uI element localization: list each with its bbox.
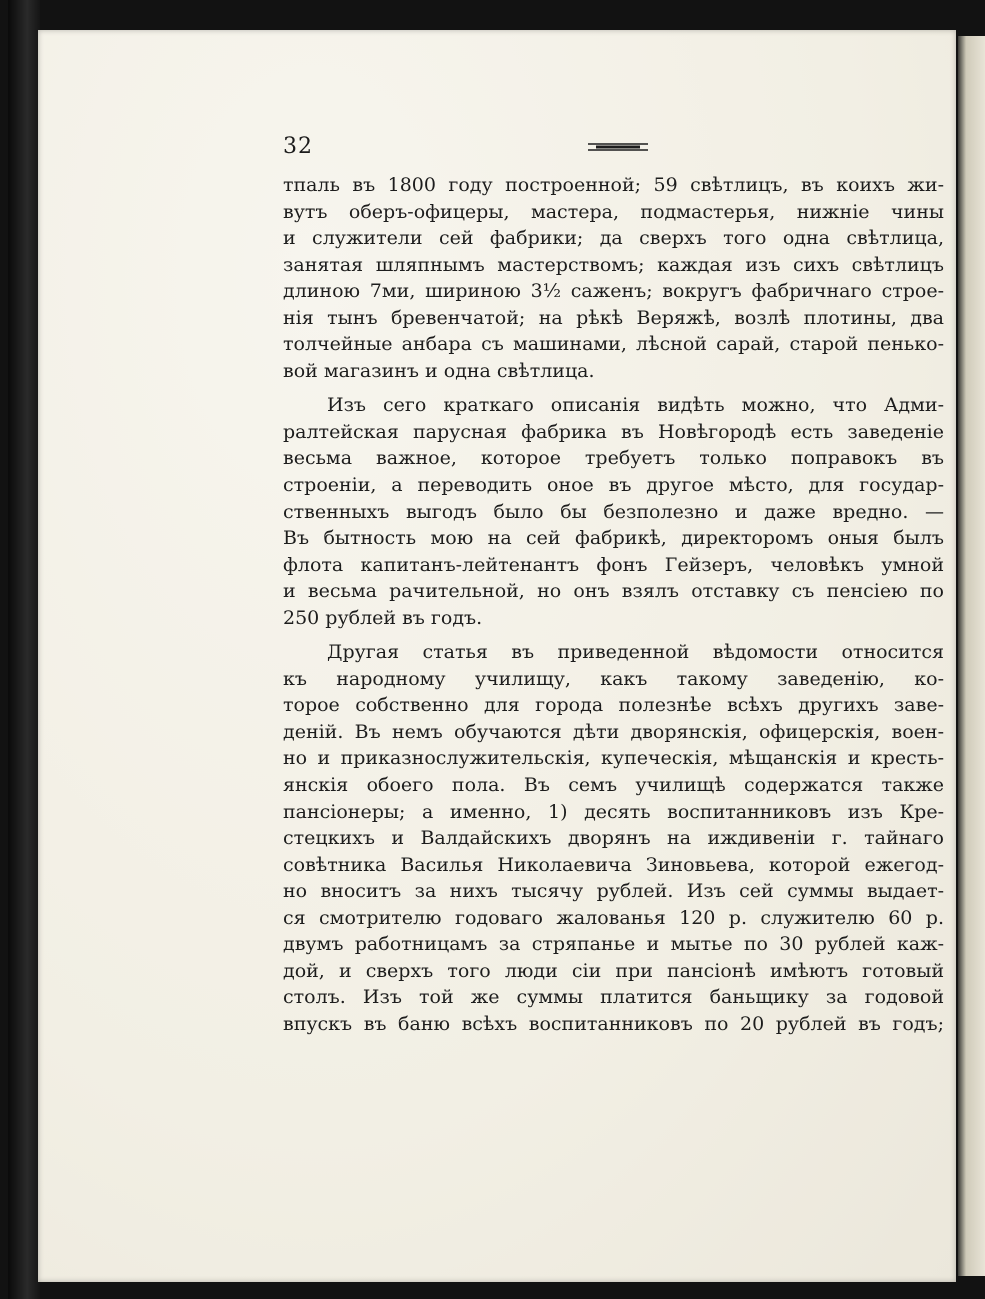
paragraph [283,172,944,384]
text-line: торое собственно для города полезнѣе всѣхъ другихъ заве- [283,694,944,717]
text-line: дой, и сверхъ того люди сіи при пансіонѣ имѣютъ готовый [283,959,944,982]
text-line: Изъ сего краткаго описанія видѣть можно, что Адми- [327,394,944,417]
text-line: и весьма рачительной, но онъ взялъ отставку съ пенсіею по [283,580,944,603]
header-ornament [588,142,648,152]
text-line: весьма важное, которое требуетъ только поправокъ въ [283,447,944,470]
text-line: строеніи, а переводить оное въ другое мѣсто, для государ- [283,474,944,497]
text-line: нія тынъ бревенчатой; на рѣкѣ Веряжѣ, возлѣ плотины, два [283,306,944,329]
text-line: занятая шляпнымъ мастерствомъ; каждая изъ сихъ свѣтлицъ [283,253,944,276]
text-line: совѣтника Василья Николаевича Зиновьева, которой ежегод- [283,853,944,876]
text-line: стецкихъ и Валдайскихъ дворянъ на иждивеніи г. тайнаго [283,827,944,850]
page-number: 32 [283,134,313,159]
body-text [283,172,944,1038]
text-line: янскія обоего пола. Въ семъ училищѣ содержатся также [283,774,944,797]
text-line: и служители сей фабрики; да сверхъ того одна свѣтлица, [283,227,944,250]
adjacent-page-edge [958,36,985,1276]
text-line: Другая статья въ приведенной вѣдомости относится [327,641,944,664]
text-line: тпаль въ 1800 году построенной; 59 свѣтлицъ, въ коихъ жи- [283,174,944,196]
text-line: къ народному училищу, какъ такому заведенію, ко- [283,667,944,690]
text-line: но вноситъ за нихъ тысячу рублей. Изъ сей суммы выдает- [283,880,944,903]
text-line: ственныхъ выгодъ было бы безполезно и даже вредно. — [283,500,944,523]
text-line: ралтейская парусная фабрика въ Новѣгородѣ есть заведеніе [283,420,944,443]
text-line: но и приказнослужительскія, купеческія, мѣщанскія и кресть- [283,747,944,770]
text-line: длиною 7ми, шириною 3½ саженъ; вокругъ фабричнаго строе- [283,280,944,303]
paragraph [283,392,944,631]
text-line: Въ бытность мою на сей фабрикѣ, директоромъ оныя былъ [283,527,944,550]
text-line: пансіонеры; а именно, 1) десять воспитанниковъ изъ Кре- [283,800,944,823]
text-line: флота капитанъ-лейтенантъ фонъ Гейзеръ, человѣкъ умной [283,553,944,576]
text-line: вой магазинъ и одна свѣтлица. [283,359,595,382]
text-line: деній. Въ немъ обучаются дѣти дворянскія, офицерскія, воен- [283,720,944,743]
text-line: двумъ работницамъ за стряпанье и мытье по 30 рублей каж- [283,933,944,956]
text-line: 250 рублей въ годъ. [283,606,483,629]
text-line: впускъ въ баню всѣхъ воспитанниковъ по 20 рублей въ годъ; [283,1012,944,1035]
book-spine [8,0,40,1299]
text-line: вутъ оберъ-офицеры, мастера, подмастерья, нижніе чины [283,200,944,223]
text-line: толчейные анбара съ машинами, лѣсной сарай, старой пенько- [283,333,944,356]
text-line: столъ. Изъ той же суммы платится баньщику за годовой [283,986,944,1009]
paragraph [283,639,944,1037]
text-line: ся смотрителю годоваго жалованья 120 р. служителю 60 р. [283,906,944,929]
